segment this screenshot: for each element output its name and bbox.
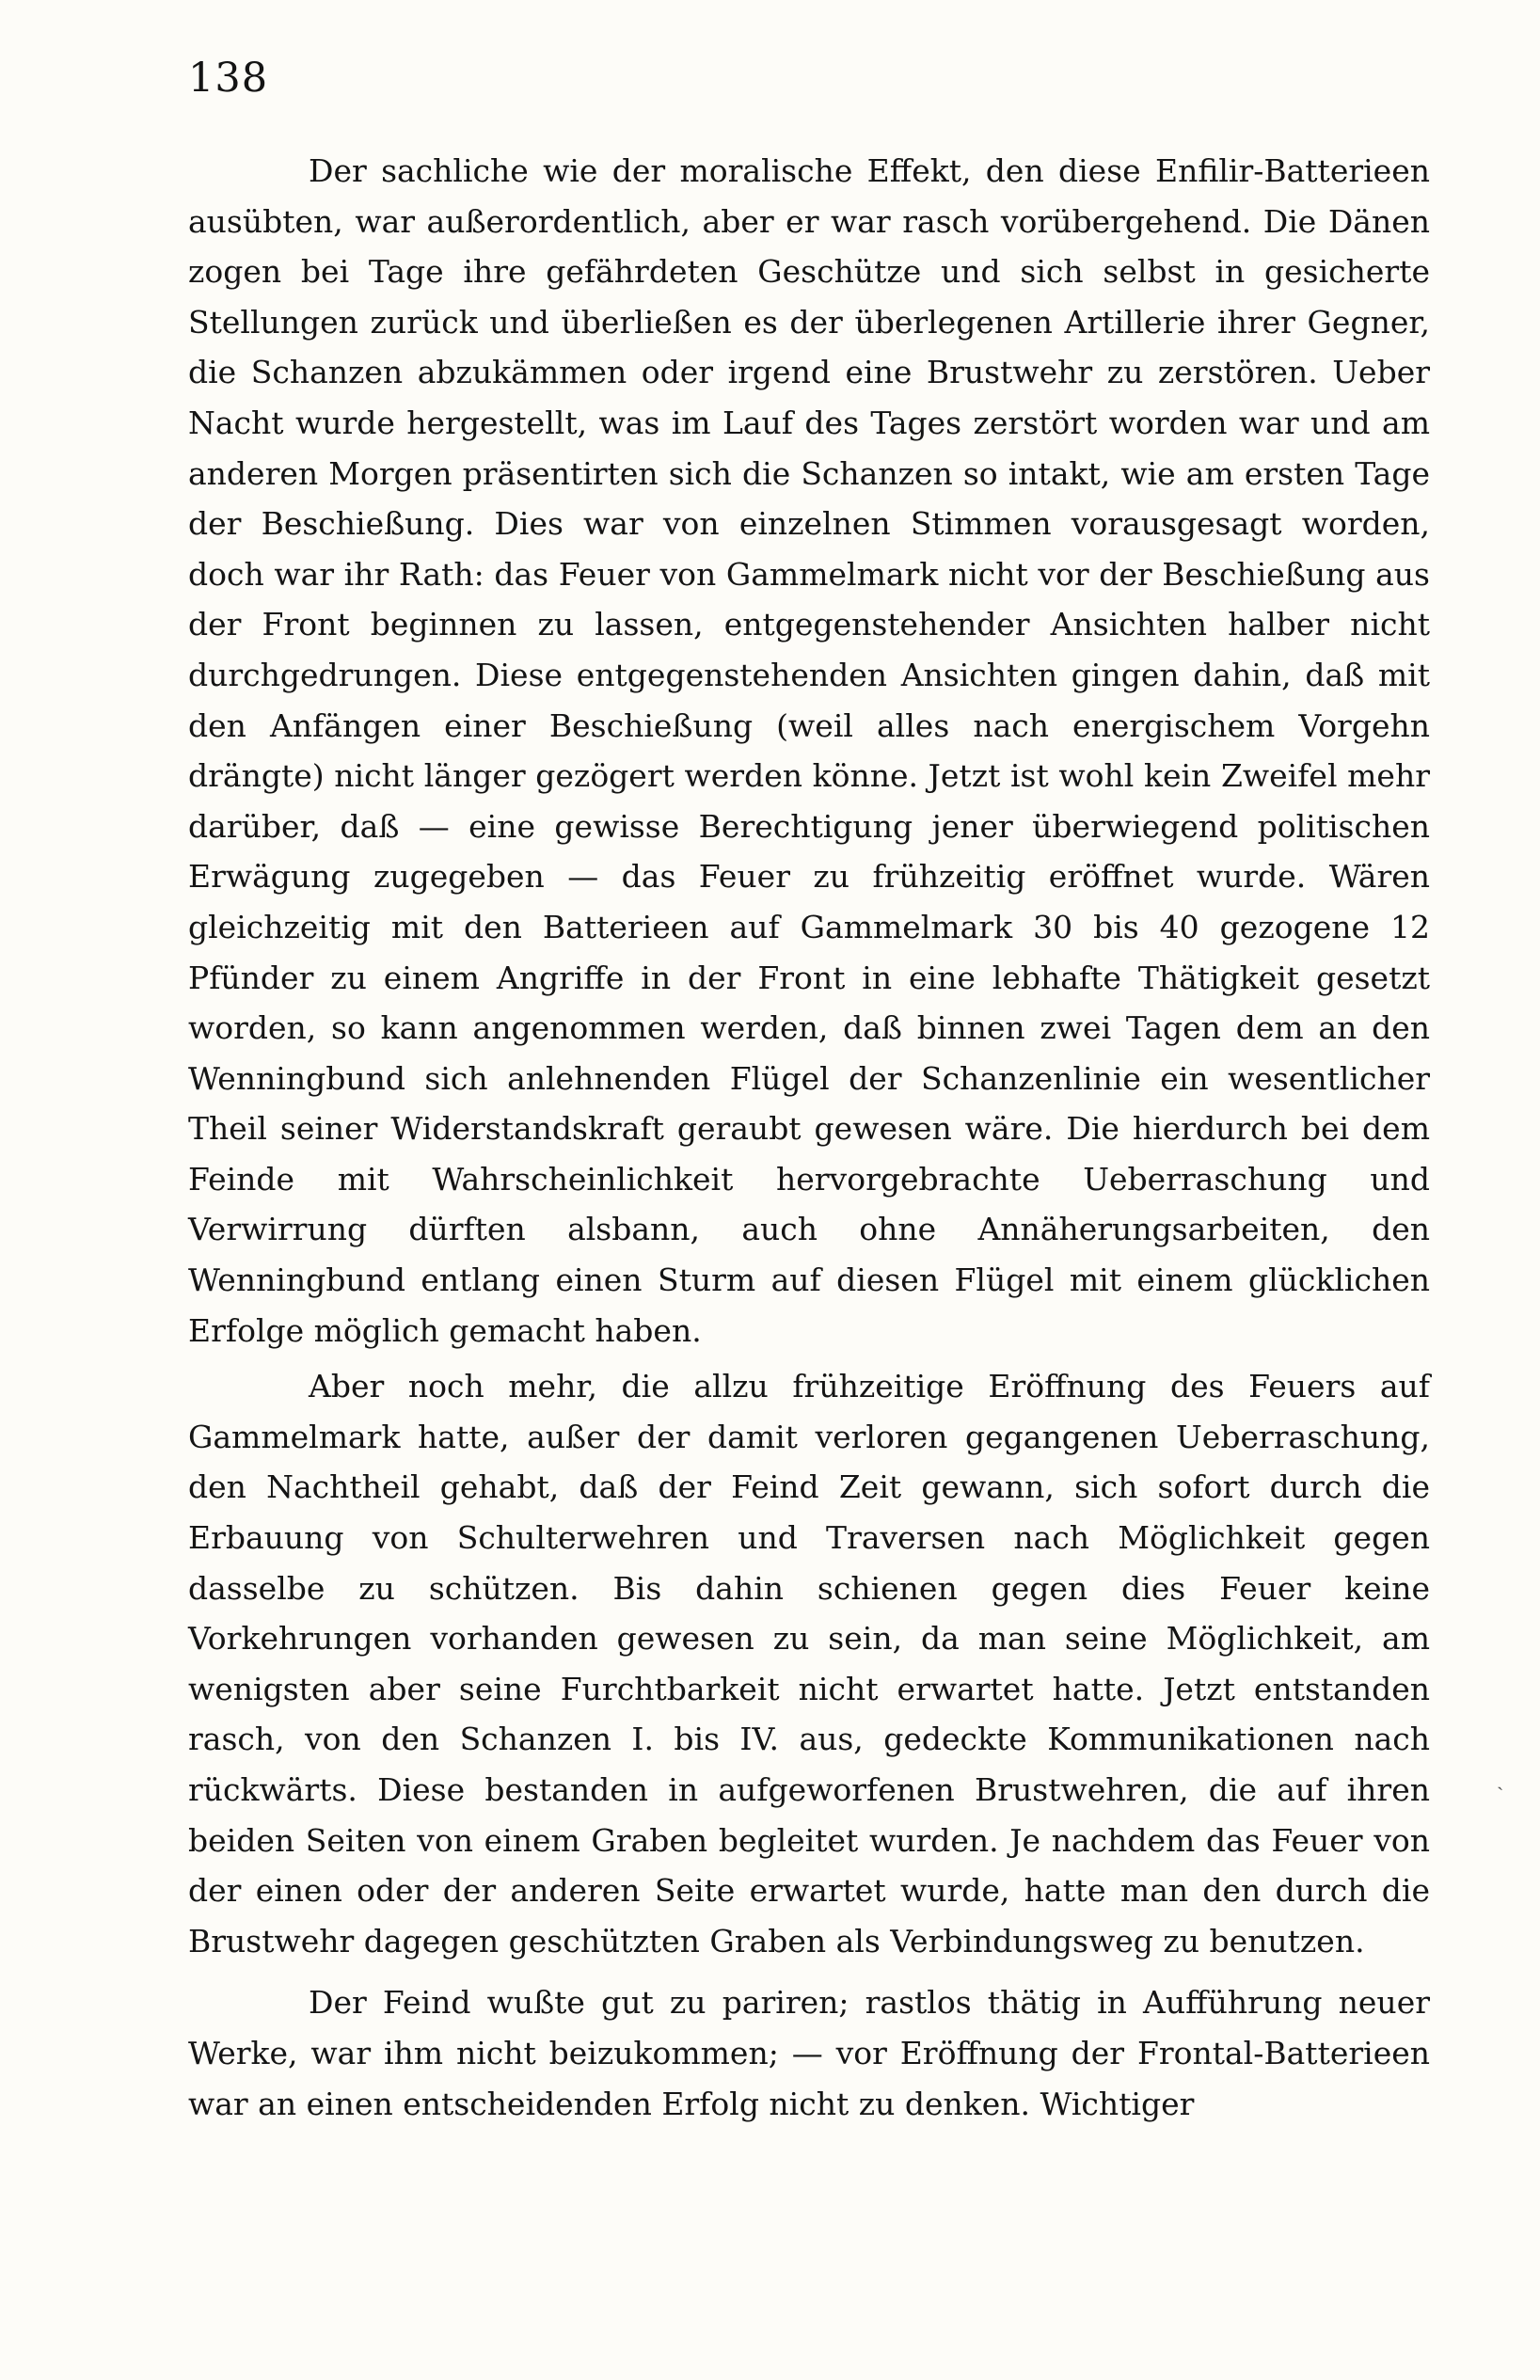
paragraph-3: Der Feind wußte gut zu pariren; rastlos thätig in Aufführung neuer Werke, war ihm nicht beizukommen; — vor Eröffnung der Frontal-Batterieen war an einen entscheidenden Erfolg nicht zu denken. Wichtiger [188, 1984, 1430, 2122]
body-text [188, 146, 1430, 2129]
stray-mark: ˏ [1497, 1768, 1504, 1791]
paragraph-2: Aber noch mehr, die allzu frühzeitige Eröffnung des Feuers auf Gammelmark hatte, außer der damit verloren gegangenen Ueberraschung, den Nachtheil gehabt, daß der Feind Zeit gewann, sich sofort durch die Erbauung von Schulterwehren und Traversen nach Möglichkeit gegen dasselbe zu schützen. Bis dahin schienen gegen dies Feuer keine Vorkehrungen vorhanden gewesen zu sein, da man seine Möglichkeit, am wenigsten aber seine Furchtbarkeit nicht erwartet hatte. Jetzt entstanden rasch, von den Schanzen I. bis IV. aus, gedeckte Kommunikationen nach rückwärts. Diese bestanden in aufgeworfenen Brustwehren, die auf ihren beiden Seiten von einem Graben begleitet wurden. Je nachdem das Feuer von der einen oder der anderen Seite erwartet wurde, hatte man den durch die Brustwehr dagegen geschützten Graben als Verbindungsweg zu benutzen. [188, 1368, 1430, 1960]
paragraph-1: Der sachliche wie der moralische Effekt, den diese Enfilir-Batterieen ausübten, war außerordentlich, aber er war rasch vorübergehend. Die Dänen zogen bei Tage ihre gefährdeten Geschütze und sich selbst in gesicherte Stellungen zurück und überließen es der überlegenen Artillerie ihrer Gegner, die Schanzen abzukämmen oder irgend eine Brustwehr zu zerstören. Ueber Nacht wurde hergestellt, was im Lauf des Tages zerstört worden war und am anderen Morgen präsentirten sich die Schanzen so intakt, wie am ersten Tage der Beschießung. Dies war von einzelnen Stimmen vorausgesagt worden, doch war ihr Rath: das Feuer von Gammelmark nicht vor der Beschießung aus der Front beginnen zu lassen, entgegenstehender Ansichten halber nicht durchgedrungen. Diese entgegenstehenden Ansichten gingen dahin, daß mit den Anfängen einer Beschießung (weil alles nach energischem Vorgehn drängte) nicht länger gezögert werden könne. Jetzt ist wohl kein Zweifel mehr darüber, daß — eine gewisse Berechtigung jener überwiegend politischen Erwägung zugegeben — das Feuer zu frühzeitig eröffnet wurde. Wären gleichzeitig mit den Batterieen auf Gammelmark 30 bis 40 gezogene 12 Pfünder zu einem Angriffe in der Front in eine lebhafte Thätigkeit gesetzt worden, so kann angenommen werden, daß binnen zwei Tagen dem an den Wenningbund sich anlehnenden Flügel der Schanzenlinie ein wesentlicher Theil seiner Widerstandskraft geraubt gewesen wäre. Die hierdurch bei dem Feinde mit Wahrscheinlichkeit hervorgebrachte Ueberraschung und Verwirrung dürften alsbann, auch ohne Annäherungsarbeiten, den Wenningbund entlang einen Sturm auf diesen Flügel mit einem glücklichen Erfolge möglich gemacht haben. [188, 152, 1430, 1349]
page-number: 138 [188, 55, 269, 102]
